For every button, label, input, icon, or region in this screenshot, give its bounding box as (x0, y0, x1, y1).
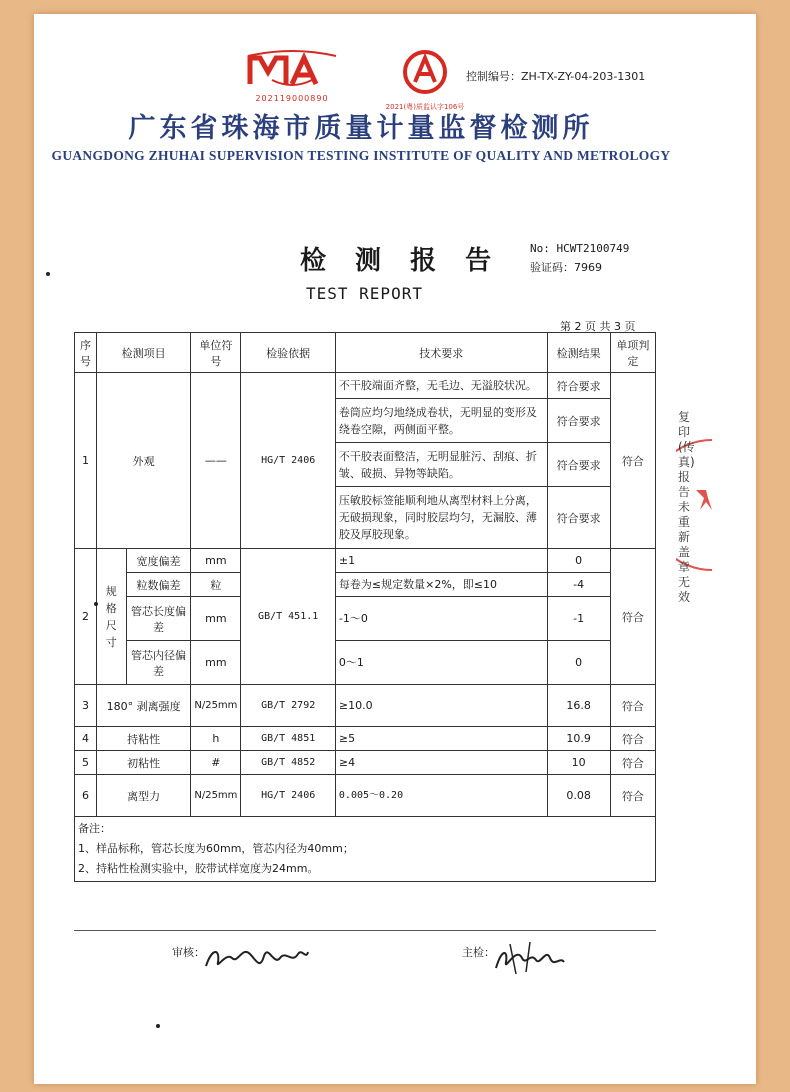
verdict-cell: 符合 (610, 549, 655, 685)
requirement-cell: 0～1 (335, 641, 547, 685)
result-cell: 10 (547, 751, 610, 775)
cal-mark-icon (397, 48, 453, 96)
institute-name-en: GUANGDONG ZHUHAI SUPERVISION TESTING INSTITUTE OF QUALITY AND METROLOGY (51, 148, 671, 163)
result-cell: 符合要求 (547, 487, 610, 549)
cma-mark-icon (232, 50, 352, 90)
unit-cell: mm (191, 641, 241, 685)
result-cell: -4 (547, 573, 610, 597)
result-cell: -1 (547, 597, 610, 641)
inspector-label: 主检： (462, 946, 495, 959)
notes-title: 备注： (78, 822, 111, 835)
requirement-cell: ≥5 (335, 727, 547, 751)
control-number: 控制编号：ZH-TX-ZY-04-203-1301 (466, 70, 646, 83)
basis-cell: GB/T 4852 (241, 751, 335, 775)
requirement-cell: 不干胶表面整洁，无明显脏污、刮痕、折皱、破损、异物等缺陷。 (335, 443, 547, 487)
requirement-cell: 0.005～0.20 (335, 775, 547, 817)
institute-name-cn: 广东省珠海市质量计量监督检测所 (128, 113, 594, 144)
result-cell: 0.08 (547, 775, 610, 817)
result-cell: 符合要求 (547, 373, 610, 399)
unit-cell: mm (191, 597, 241, 641)
scan-dot (94, 602, 98, 606)
seq-cell: 6 (75, 775, 97, 817)
reviewer-signature-icon (202, 940, 312, 976)
inspector-signature-icon (490, 938, 570, 978)
verdict-cell: 符合 (610, 685, 655, 727)
item-cell: 粒数偏差 (126, 573, 191, 597)
requirement-cell: ±1 (335, 549, 547, 573)
seq-cell: 2 (75, 549, 97, 685)
requirement-cell: ≥4 (335, 751, 547, 775)
item-cell: 管芯内径偏差 (126, 641, 191, 685)
unit-cell: N/25mm (191, 685, 241, 727)
header-verdict: 单项判定 (610, 333, 655, 373)
item-cell: 宽度偏差 (126, 549, 191, 573)
result-cell: 符合要求 (547, 399, 610, 443)
item-cell: 离型力 (96, 775, 190, 817)
table-row (75, 751, 656, 775)
signature-divider (74, 930, 656, 931)
group-cell (96, 549, 126, 685)
report-title-cn: 检 测 报 告 (300, 246, 502, 276)
result-cell: 符合要求 (547, 443, 610, 487)
requirement-cell: 卷筒应均匀地绕成卷状，无明显的变形及绕卷空隙，两侧面平整。 (335, 399, 547, 443)
cal-number: 2021(粤)质监认字106号 (385, 103, 465, 111)
notes-row (75, 817, 656, 882)
item-cell: 持粘性 (96, 727, 190, 751)
unit-cell: h (191, 727, 241, 751)
basis-cell: GB/T 2792 (241, 685, 335, 727)
seq-cell: 4 (75, 727, 97, 751)
unit-cell: mm (191, 549, 241, 573)
result-cell: 0 (547, 641, 610, 685)
side-note-text: 复印(传真)报告未重新盖章无效 (678, 410, 695, 604)
cma-logo (232, 50, 352, 112)
basis-cell: GB/T 4851 (241, 727, 335, 751)
result-cell: 0 (547, 549, 610, 573)
table-row (75, 641, 656, 685)
item-cell: 外观 (96, 373, 190, 549)
verdict-cell: 符合 (610, 751, 655, 775)
page-info: 第 2 页 共 3 页 (560, 320, 636, 333)
group-label: 规格尺寸 (105, 584, 117, 649)
header-result: 检测结果 (547, 333, 610, 373)
report-title-en: TEST REPORT (306, 284, 423, 303)
basis-cell: HG/T 2406 (241, 373, 335, 549)
table-row (75, 597, 656, 641)
cma-number: 202119000890 (255, 94, 329, 103)
seq-cell: 3 (75, 685, 97, 727)
scan-dot (46, 272, 50, 276)
basis-cell: GB/T 451.1 (241, 549, 335, 685)
scan-dot (156, 1024, 160, 1028)
requirement-cell: 不干胶端面齐整，无毛边、无溢胶状况。 (335, 373, 547, 399)
basis-cell: HG/T 2406 (241, 775, 335, 817)
table-row (75, 727, 656, 751)
requirement-cell: -1～0 (335, 597, 547, 641)
verify-code: 验证码：7969 (530, 261, 602, 274)
requirement-cell: 压敏胶标签能顺利地从离型材料上分离，无破损现象，同时胶层均匀，无漏胶、薄胶及厚胶现象。 (335, 487, 547, 549)
report-number: No: HCWT2100749 (530, 242, 630, 255)
item-cell: 初粘性 (96, 751, 190, 775)
notes-cell (75, 817, 656, 882)
unit-cell: 粒 (191, 573, 241, 597)
item-cell: 管芯长度偏差 (126, 597, 191, 641)
table-row (75, 573, 656, 597)
header-basis: 检验依据 (241, 333, 335, 373)
verdict-cell: 符合 (610, 727, 655, 751)
results-table (74, 332, 656, 882)
side-disclaimer (676, 410, 712, 640)
notes-line-1: 1、样品标称，管芯长度为60mm，管芯内径为40mm； (78, 842, 354, 855)
header-item: 检测项目 (96, 333, 190, 373)
requirement-cell: ≥10.0 (335, 685, 547, 727)
header-requirement: 技术要求 (335, 333, 547, 373)
table-row (75, 549, 656, 573)
verdict-cell: 符合 (610, 775, 655, 817)
unit-cell: —— (191, 373, 241, 549)
reviewer-label: 审核： (172, 946, 205, 959)
seq-cell: 1 (75, 373, 97, 549)
verdict-cell: 符合 (610, 373, 655, 549)
table-row (75, 685, 656, 727)
table-header-row (75, 333, 656, 373)
table-row (75, 775, 656, 817)
unit-cell: # (191, 751, 241, 775)
header-unit: 单位符号 (191, 333, 241, 373)
result-cell: 10.9 (547, 727, 610, 751)
unit-cell: N/25mm (191, 775, 241, 817)
item-cell: 180° 剥离强度 (96, 685, 190, 727)
seq-cell: 5 (75, 751, 97, 775)
requirement-cell: 每卷为≤规定数量×2%，即≤10 (335, 573, 547, 597)
header-seq: 序号 (75, 333, 97, 373)
table-row (75, 373, 656, 399)
notes-line-2: 2、持粘性检测实验中，胶带试样宽度为24mm。 (78, 862, 319, 875)
result-cell: 16.8 (547, 685, 610, 727)
